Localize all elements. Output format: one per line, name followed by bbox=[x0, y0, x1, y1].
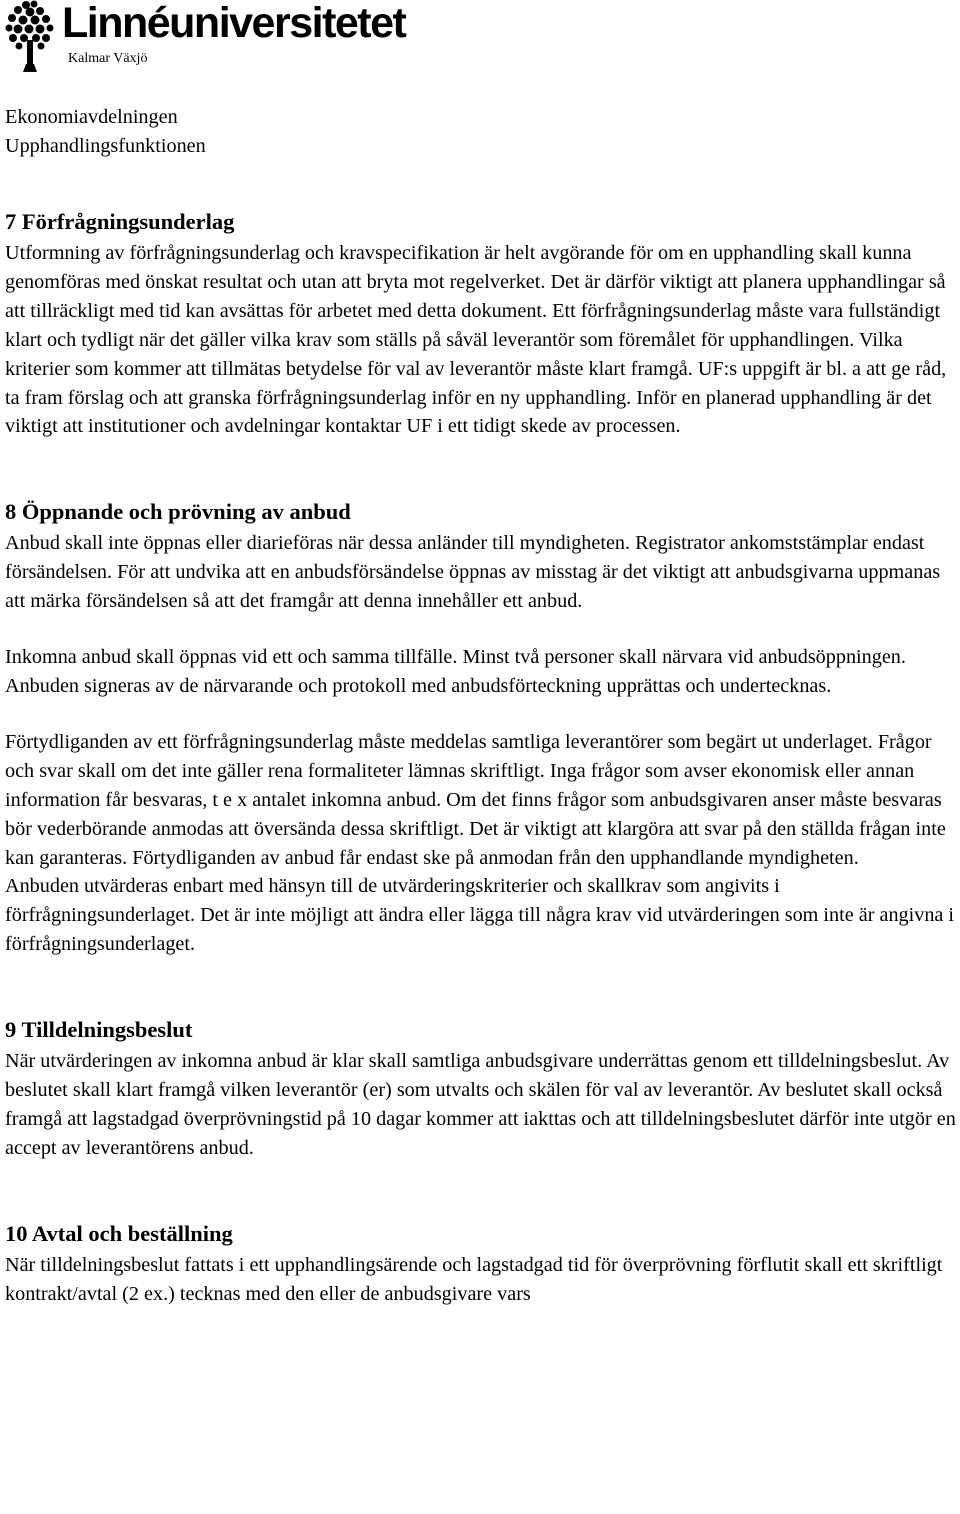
section-7 bbox=[5, 207, 958, 441]
section-paragraph: Anbuden utvärderas enbart med hänsyn till de utvärderingskriterier och skallkrav som angivits i förfrågningsunderlaget. Det är inte möjligt att ändra eller lägga till några krav vid utvärderingen som inte är angivna i förfrågningsunderlaget. bbox=[5, 875, 955, 956]
section-9 bbox=[5, 1015, 958, 1163]
section-paragraph: Inkomna anbud skall öppnas vid ett och samma tillfälle. Minst två personer skall närvara vid anbudsöppningen. Anbuden signeras av de närvarande och protokoll med anbudsförteckning upprättas och undertecknas. bbox=[5, 646, 906, 697]
section-heading: 10 Avtal och beställning bbox=[5, 1220, 233, 1246]
department-info bbox=[5, 103, 958, 161]
section-paragraph: Anbud skall inte öppnas eller diarieföras när dessa anländer till myndigheten. Registrator ankomststämplar endast försändelsen. För att undvika att en anbudsförsändelse öppnas av misstag är det viktigt att anbudsgivarna uppmanas att märka försändelsen så att det framgår att denna innehåller ett anbud. bbox=[5, 532, 941, 613]
section-heading: 7 Förfrågningsunderlag bbox=[5, 209, 235, 234]
brand-wordmark: Linnéuniversitetet bbox=[62, 0, 406, 47]
tree-icon bbox=[4, 0, 60, 74]
section-heading: 8 Öppnande och prövning av anbud bbox=[5, 499, 351, 525]
department-name: Ekonomiavdelningen bbox=[5, 106, 178, 128]
function-name: Upphandlingsfunktionen bbox=[5, 135, 206, 157]
section-paragraph: Förtydliganden av ett förfrågningsunderlag måste meddelas samtliga leverantörer som begärt ut underlaget. Frågor och svar skall om det inte gäller rena formaliteter lämnas skriftligt. Inga frågor som avser ekonomisk eller annan information får besvaras, t e x antalet inkomna anbud. Om det finns frågor som anbudsgivaren anser måste besvaras bör vederbörande anmodas att översända dessa skriftligt. Det är viktigt att klargöra att svar på den ställda frågan inte kan garanteras. Förtydliganden av anbud får endast ske på anmodan från den upphandlande myndigheten. bbox=[5, 730, 946, 869]
section-8 bbox=[5, 497, 958, 959]
section-paragraph: Utformning av förfrågningsunderlag och kravspecifikation är helt avgörande för om en upphandling skall kunna genomföras med önskat resultat och utan att bryta mot regelverket. Det är därför viktigt att planera upphandlingar så att tillräckligt med tid kan avsättas för arbetet med detta dokument. Ett förfrågningsunderlag måste vara fullständigt klart och tydligt när det gäller vilka krav som ställs på såväl leverantör som föremålet för upphandlingen. Vilka kriterier som kommer att tillmätas betydelse för val av leverantör måste klart framgå. UF:s uppgift är bl. a att ge råd, ta fram förslag och att granska förfrågningsunderlag inför en ny upphandling. Inför en planerad upphandling är det viktigt att institutioner och avdelningar kontaktar UF i ett tidigt skede av processen. bbox=[5, 242, 947, 438]
section-paragraph: När tilldelningsbeslut fattats i ett upphandlingsärende och lagstadgad tid för överprövning förflutit skall ett skriftligt kontrakt/avtal (2 ex.) tecknas med den eller de anbudsgivare vars bbox=[5, 1253, 943, 1305]
brand-locations: Kalmar Växjö bbox=[68, 51, 148, 66]
section-paragraph: När utvärderingen av inkomna anbud är klar skall samtliga anbudsgivare underrättas genom ett tilldelningsbeslut. Av beslutet skall klart framgå vilken leverantör (er) som utvalts och skälen för val av leverantör. Av beslutet skall också framgå att lagstadgad överprövningstid på 10 dagar kommer att iakttas och att tilldelningsbeslutet därför inte utgör en accept av leverantörens anbud. bbox=[5, 1050, 956, 1159]
section-10 bbox=[5, 1219, 958, 1309]
section-heading: 9 Tilldelningsbeslut bbox=[5, 1017, 193, 1043]
university-logo bbox=[4, 0, 424, 78]
document-body bbox=[5, 103, 958, 1309]
